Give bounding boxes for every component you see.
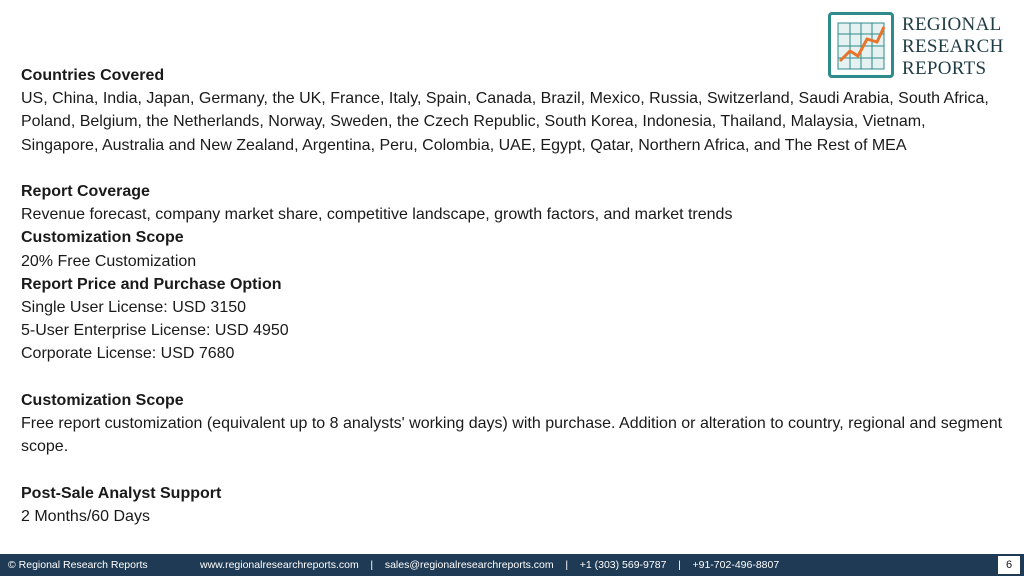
spacer (21, 458, 1006, 481)
footer-copyright: © Regional Research Reports (8, 559, 148, 571)
license-option: 5-User Enterprise License: USD 4950 (21, 322, 289, 340)
footer-separator: | (565, 559, 569, 571)
footer-bar (0, 554, 1024, 576)
countries-heading: Countries Covered (21, 67, 165, 84)
coverage-text: Revenue forecast, company market share, competitive landscape, growth factors, and market trends (21, 206, 733, 224)
spacer (21, 157, 1006, 180)
support-text: 2 Months/60 Days (21, 507, 150, 525)
footer-separator: | (370, 559, 374, 571)
license-option: Single User License: USD 3150 (21, 299, 247, 317)
spacer (21, 366, 1006, 389)
footer-contacts (200, 554, 779, 576)
support-heading: Post-Sale Analyst Support (21, 484, 222, 502)
logo-line: REGIONAL (902, 14, 1002, 35)
logo-line: RESEARCH (902, 36, 1004, 57)
footer-phone-in: +91-702-496-8807 (692, 559, 780, 571)
footer-phone-us: +1 (303) 569-9787 (579, 559, 667, 571)
license-option: Corporate License: USD 7680 (21, 345, 235, 363)
report-details (21, 64, 1006, 528)
customization-scope-heading: Customization Scope (21, 391, 184, 409)
page-number: 6 (998, 556, 1020, 574)
logo-line: REPORTS (902, 58, 987, 79)
coverage-heading: Report Coverage (21, 183, 150, 200)
customization-heading: Customization Scope (21, 229, 184, 247)
footer-email-link[interactable]: sales@regionalresearchreports.com (384, 559, 554, 571)
customization-scope-text: Free report customization (equivalent up to 8 analysts' working days) with purchase. Addition or alteration to country, regional and segment scope. (21, 415, 1003, 456)
footer-website-link[interactable]: www.regionalresearchreports.com (200, 559, 359, 571)
footer-separator: | (678, 559, 681, 571)
customization-text: 20% Free Customization (21, 252, 197, 270)
countries-text: US, China, India, Japan, Germany, the UK, France, Italy, Spain, Canada, Brazil, Mexico, Russia, Switzerland, Saudi Arabia, South Africa, Poland, Belgium, the Netherlands, Norway, Sweden, the Czech Republic, South Korea, Indonesia, Thailand, Malaysia, Vietnam, Singapore, Australia and New Zealand, Argentina, Peru, Colombia, UAE, Egypt, Qatar, Northern Africa, and The Rest of MEA (21, 90, 989, 154)
pricing-heading: Report Price and Purchase Option (21, 275, 282, 293)
